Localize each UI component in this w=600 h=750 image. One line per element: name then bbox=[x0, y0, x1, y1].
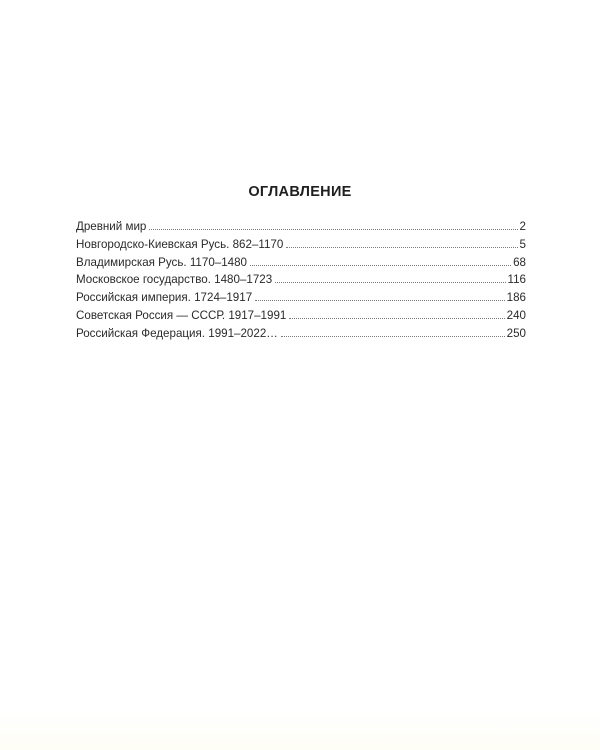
toc-entry bbox=[76, 254, 526, 272]
toc-entry-label: Новгородско-Киевская Русь. 862–1170 bbox=[76, 237, 284, 251]
toc-entry-page: 116 bbox=[507, 273, 526, 287]
toc-entry-label: Российская Федерация. 1991–2022… bbox=[76, 326, 278, 340]
toc-entry bbox=[76, 218, 526, 236]
dot-leader bbox=[255, 300, 505, 301]
toc-entry bbox=[76, 325, 526, 343]
toc-entry-page: 68 bbox=[513, 255, 526, 269]
toc-entry bbox=[76, 271, 526, 289]
toc-entry-label: Древний мир bbox=[76, 220, 147, 233]
dot-leader bbox=[275, 282, 505, 283]
dot-leader bbox=[149, 229, 517, 230]
toc-entry-label: Советская Россия — СССР. 1917–1991 bbox=[76, 308, 287, 322]
toc-entry-label: Владимирская Русь. 1170–1480 bbox=[76, 255, 248, 269]
dot-leader bbox=[289, 318, 504, 319]
page-title: ОГЛАВЛЕНИЕ bbox=[248, 184, 352, 200]
toc-entry-label: Московское государство. 1480–1723 bbox=[76, 273, 273, 287]
toc-entry-page: 240 bbox=[506, 308, 526, 322]
toc-entry-page: 2 bbox=[519, 220, 526, 233]
page-edge-shading bbox=[0, 710, 600, 750]
toc-entry-page: 5 bbox=[519, 237, 526, 251]
toc-entry bbox=[76, 289, 526, 307]
toc-entry bbox=[76, 236, 526, 254]
toc-entry-page: 186 bbox=[506, 291, 526, 305]
table-of-contents bbox=[76, 218, 526, 343]
dot-leader bbox=[281, 336, 505, 337]
toc-entry bbox=[76, 307, 526, 325]
toc-entry-label: Российская империя. 1724–1917 bbox=[76, 291, 253, 305]
dot-leader bbox=[250, 265, 511, 266]
dot-leader bbox=[286, 247, 517, 248]
toc-entry-page: 250 bbox=[506, 326, 526, 340]
